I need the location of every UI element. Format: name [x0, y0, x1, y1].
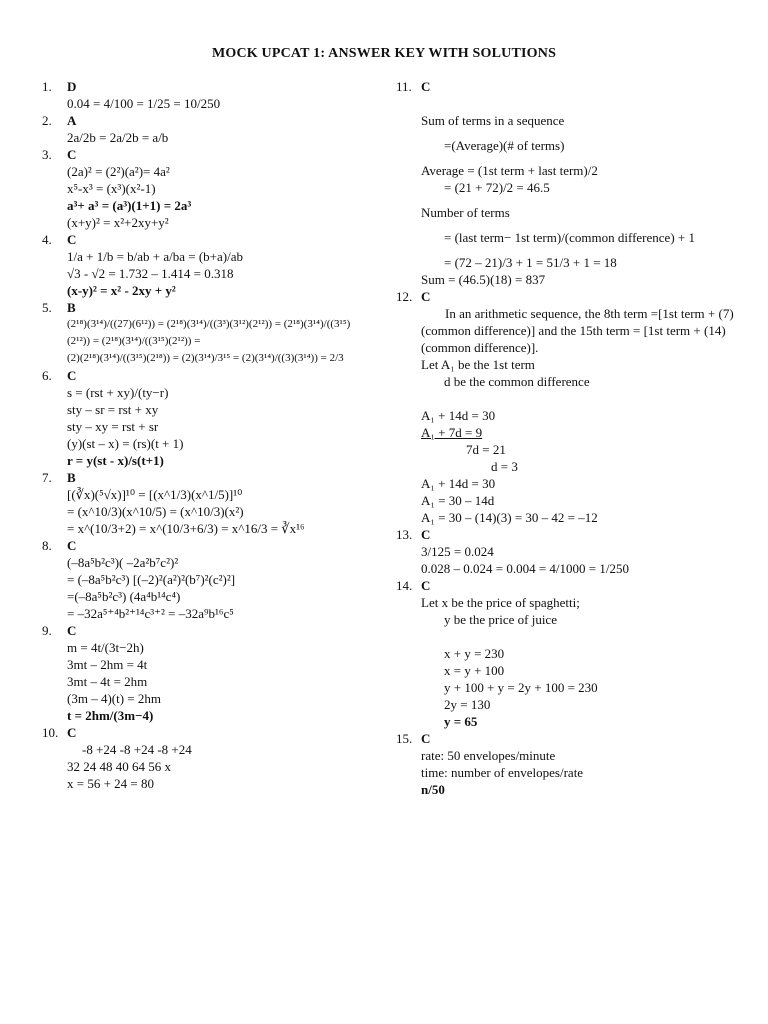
solution-line: 7d = 21	[466, 442, 506, 457]
solution-line: x = 56 + 24 = 80	[67, 776, 154, 791]
solution-line: 2y = 130	[444, 697, 491, 712]
item-number: 8.	[42, 538, 52, 553]
solution-line: rate: 50 envelopes/minute	[421, 748, 556, 763]
solution-line: 0.028 – 0.024 = 0.004 = 4/1000 = 1/250	[421, 561, 629, 576]
solution-line: = (x^10/3)(x^10/5) = (x^10/3)(x²)	[67, 504, 244, 519]
answer-item-15	[396, 730, 736, 798]
answer-letter: C	[67, 232, 77, 247]
solution-line: sty – xy = rst + sr	[67, 419, 159, 434]
solution-line: Sum of terms in a sequence	[421, 113, 565, 128]
solution-line: = (last term− 1st term)/(common difference) + 1	[444, 230, 695, 245]
item-number: 7.	[42, 470, 52, 485]
item-number: 12.	[396, 289, 413, 304]
solution-line: A₁ + 14d = 30	[421, 408, 496, 423]
solution-line: y + 100 + y = 2y + 100 = 230	[444, 680, 598, 695]
solution-line: Let x be the price of spaghetti;	[421, 595, 580, 610]
solution-line: m = 4t/(3t−2h)	[67, 640, 144, 655]
solution-line: (y)(st – x) = (rs)(t + 1)	[67, 436, 184, 451]
answer-letter: B	[67, 470, 76, 485]
solution-line: A₁ + 7d = 9	[421, 425, 483, 440]
solution-line: (x-y)² = x² - 2xy + y²	[67, 283, 176, 298]
answer-letter: C	[421, 79, 431, 94]
solution-line: a³+ a³ = (a³)(1+1) = 2a³	[67, 198, 192, 213]
solution-line: = (72 – 21)/3 + 1 = 51/3 + 1 = 18	[444, 255, 617, 270]
answer-letter: C	[67, 538, 77, 553]
solution-line: =(–8a⁵b²c³) (4a⁴b¹⁴c⁴)	[67, 589, 181, 604]
item-number: 11.	[396, 79, 412, 94]
answer-item-8	[42, 537, 372, 622]
solution-line: Let A₁ be the 1st term	[421, 357, 535, 372]
answer-item-3	[42, 146, 372, 231]
solution-line: (2a)² = (2²)(a²)= 4a²	[67, 164, 170, 179]
solution-line: = x^(10/3+2) = x^(10/3+6/3) = x^16/3 = ∛x¹⁶	[67, 521, 305, 536]
solution-line: (–8a⁵b²c³)( –2a²b⁷c²)²	[67, 555, 179, 570]
answer-item-9	[42, 622, 372, 724]
answer-letter: C	[67, 368, 77, 383]
answer-item-2	[42, 112, 372, 146]
solution-line: s = (rst + xy)/(ty−r)	[67, 385, 169, 400]
solution-line: d = 3	[491, 459, 518, 474]
solution-line: y = 65	[444, 714, 478, 729]
answer-letter: C	[421, 731, 431, 746]
item-number: 10.	[42, 725, 59, 740]
solution-line: 2a/2b = 2a/2b = a/b	[67, 130, 169, 145]
solution-line: In an arithmetic sequence, the 8th term =[1st term + (7)(common difference)] and the 15th term = [1st term + (14)(common difference)].	[421, 306, 734, 355]
answer-item-5	[42, 299, 372, 367]
answer-letter: C	[421, 578, 431, 593]
item-number: 6.	[42, 368, 52, 383]
solution-line: (x+y)² = x²+2xy+y²	[67, 215, 169, 230]
item-number: 2.	[42, 113, 52, 128]
answer-letter: C	[421, 527, 431, 542]
answer-letter: C	[67, 147, 77, 162]
answer-item-6	[42, 367, 372, 469]
solution-line: time: number of envelopes/rate	[421, 765, 584, 780]
item-number: 4.	[42, 232, 52, 247]
item-number: 14.	[396, 578, 413, 593]
answer-item-11	[396, 78, 736, 288]
solution-line: A₁ = 30 – (14)(3) = 30 – 42 = –12	[421, 510, 598, 525]
answer-item-7	[42, 469, 372, 537]
solution-line: y be the price of juice	[444, 612, 557, 627]
solution-line: A₁ + 14d = 30	[421, 476, 496, 491]
item-number: 3.	[42, 147, 52, 162]
solution-line: (2¹⁸)(3¹⁴)/((27)(6¹²)) = (2¹⁸)(3¹⁴)/((3³)(3¹²)(2¹²)) = (2¹⁸)(3¹⁴)/((3¹⁵)(2¹²)) = (2¹⁸)(3¹⁴)/((3¹⁵)(2¹²)) =	[67, 318, 351, 347]
solution-line: A₁ = 30 – 14d	[421, 493, 495, 508]
answer-item-14	[396, 577, 736, 730]
answer-item-4	[42, 231, 372, 299]
answer-item-1	[42, 78, 372, 112]
left-column	[42, 78, 372, 792]
answer-item-10	[42, 724, 372, 792]
answer-letter: A	[67, 113, 77, 128]
solution-line: 32 24 48 40 64 56 x	[67, 759, 171, 774]
solution-line: x = y + 100	[444, 663, 505, 678]
solution-line: √3 - √2 = 1.732 – 1.414 = 0.318	[67, 266, 234, 281]
answer-letter: C	[67, 623, 77, 638]
solution-line: Sum = (46.5)(18) = 837	[421, 272, 546, 287]
solution-line: sty – sr = rst + xy	[67, 402, 159, 417]
solution-line: d be the common difference	[444, 374, 590, 389]
solution-line: x⁵-x³ = (x³)(x²-1)	[67, 181, 156, 196]
solution-line: (3m – 4)(t) = 2hm	[67, 691, 161, 706]
solution-line: 3mt – 2hm = 4t	[67, 657, 148, 672]
solution-line: 3/125 = 0.024	[421, 544, 494, 559]
solution-line: (2)(2¹⁸)(3¹⁴)/((3¹⁵)(2¹⁸)) = (2)(3¹⁴)/3¹⁵ = (2)(3¹⁴)/((3)(3¹⁴)) = 2/3	[67, 352, 344, 364]
solution-line: = –32a⁵⁺⁴b²⁺¹⁴c³⁺² = –32a⁹b¹⁶c⁵	[67, 606, 234, 621]
item-number: 13.	[396, 527, 413, 542]
item-number: 9.	[42, 623, 52, 638]
page-title: MOCK UPCAT 1: ANSWER KEY WITH SOLUTIONS	[211, 46, 557, 61]
solution-line: =(Average)(# of terms)	[444, 138, 565, 153]
solution-line: Number of terms	[421, 205, 510, 220]
solution-line: 0.04 = 4/100 = 1/25 = 10/250	[67, 96, 221, 111]
answer-letter: B	[67, 300, 76, 315]
solution-line: r = y(st - x)/s(t+1)	[67, 453, 164, 468]
solution-line: = (21 + 72)/2 = 46.5	[444, 180, 550, 195]
solution-line: x + y = 230	[444, 646, 505, 661]
answer-letter: D	[67, 79, 77, 94]
item-number: 5.	[42, 300, 52, 315]
answer-item-12	[396, 288, 736, 526]
solution-line: Average = (1st term + last term)/2	[421, 163, 598, 178]
answer-letter: C	[421, 289, 431, 304]
item-number: 1.	[42, 79, 52, 94]
answer-letter: C	[67, 725, 77, 740]
answer-item-13	[396, 526, 736, 577]
solution-line: 3mt – 4t = 2hm	[67, 674, 148, 689]
right-column	[396, 78, 736, 798]
solution-line: [(∛x)(⁵√x)]¹⁰ = [(x^1/3)(x^1/5)]¹⁰	[67, 487, 243, 502]
item-number: 15.	[396, 731, 413, 746]
solution-line: n/50	[421, 782, 445, 797]
solution-line: t = 2hm/(3m−4)	[67, 708, 154, 723]
solution-line: -8 +24 -8 +24 -8 +24	[82, 742, 192, 757]
solution-line: 1/a + 1/b = b/ab + a/ba = (b+a)/ab	[67, 249, 243, 264]
solution-line: = (–8a⁵b²c³) [(–2)²(a²)²(b⁷)²(c²)²]	[67, 572, 236, 587]
